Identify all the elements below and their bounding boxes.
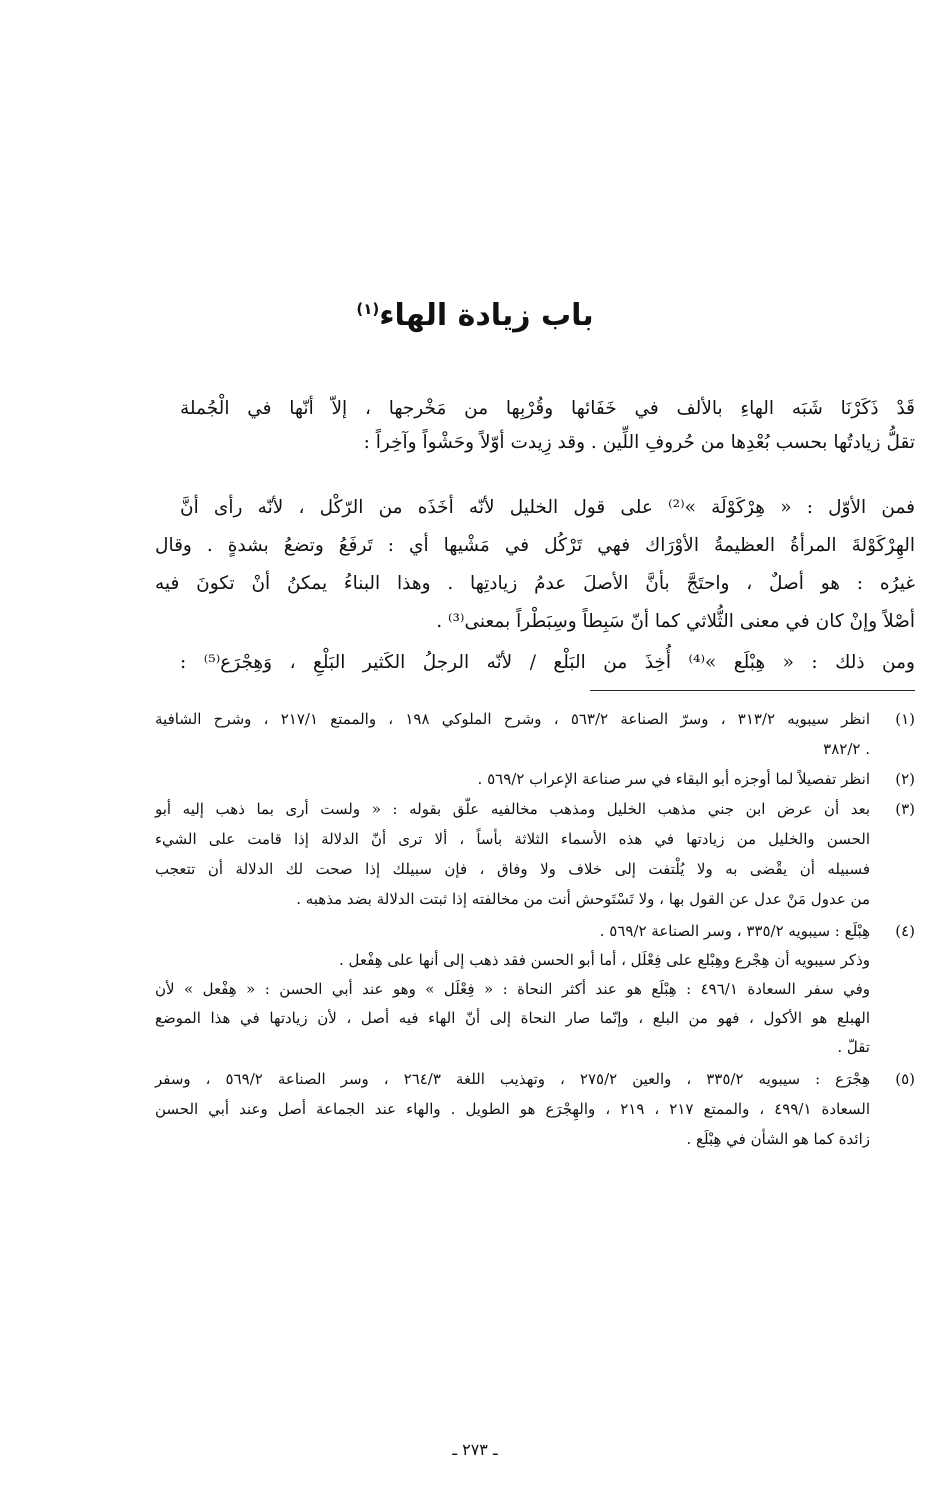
footnote-number: (٤) [895,922,915,940]
title-footnote-ref: (١) [356,300,380,318]
footnote-line: انظر سيبويه ٣١٣/٢ ، وسرّ الصناعة ٥٦٣/٢ ، وشرح الملوكي ١٩٨ ، والممتع ٢١٧/١ ، وشرح الشافية [155,710,871,728]
footnote-line: فسبيله أن يقْضى به ولا يُلْتفت إلى خلاف ولا وفاق ، فإن سبيلك إذا صحت لك الدلالة أن تتعجب [155,860,870,878]
footnote-number: (١) [895,710,915,728]
body-line: أصْلاً وإنْ كان في معنى الثُّلاثي كما أنّ سَبِطاً وسِبَطْراً بمعنى⁽³⁾ . [436,611,915,632]
footnote-number: (٢) [895,770,915,788]
page-number: ـ ٢٧٣ ـ [452,1440,498,1459]
footnote-line: تقلّ . [837,1038,870,1056]
chapter-title-text: باب زيادة الهاء [379,298,594,333]
body-line: قَدْ ذَكَرْنَا شَبَه الهاءِ بالألف في خَفَائها وقُرْبِها من مَخْرجها ، إلاّ أنّها في الْجُملة [180,398,915,419]
footnote-line: بعد أن عرض ابن جني مذهب الخليل ومذهب مخالفيه علّق بقوله : « ولست أرى بما ذهب إليه أبو [155,800,870,818]
footnote-line: . ٣٨٢/٢ [823,740,870,758]
footnote-line: من عدول مَنْ عدل عن القول بها ، ولا تَسْتَوحش أنت من مخالفته إذا ثبتت الدلالة بضد مذهبه . [296,890,870,908]
footnote-line: السعادة ٤٩٩/١ ، والممتع ٢١٧ ، ٢١٩ ، والهِجْرَع هو الطويل . والهاء عند الجماعة أصل وعند أبي الحسن [155,1100,870,1118]
body-line: ومن ذلك : « هِبْلَع »⁽⁴⁾ أُخِذَ من البَلْع / لأنّه الرجلُ الكَثير البَلْعِ ، وَهِجْرَع⁽⁵⁾ : [180,652,915,673]
chapter-title [0,298,950,333]
footnote-line: هِبْلَع : سيبويه ٣٣٥/٢ ، وسر الصناعة ٥٦٩/٢ . [599,922,870,940]
footnote-line: هِجْرَع : سيبويه ٣٣٥/٢ ، والعين ٢٧٥/٢ ، وتهذيب اللغة ٢٦٤/٣ ، وسر الصناعة ٥٦٩/٢ ، وسفر [155,1070,871,1088]
footnote-line: وفي سفر السعادة ٤٩٦/١ : هِبْلَع هو عند أكثر النحاة : « فِعْلَل » وهو عند أبي الحسن : « هِفْعل » لأن [155,980,871,998]
footnote-number: (٥) [895,1070,915,1088]
body-line: غيرُه : هو أصلٌ ، واحتَجَّ بأنَّ الأصلَ عدمُ زيادتِها . وهذا البناءُ يمكنُ أنْ تكونَ فيه [155,573,915,594]
footnote-line: زائدة كما هو الشأن في هِبْلَع . [686,1130,870,1148]
footnote-line: انظر تفصيلاً لما أوجزه أبو البقاء في سر صناعة الإعراب ٥٦٩/٢ . [477,770,870,788]
footnote-line: الحسن والخليل من زيادتها في هذه الأسماء الثلاثة بأساً ، ألا ترى أنّ الدلالة إذا قامت على الشيء [155,830,870,848]
body-line: الهِرْكَوْلةَ المرأةُ العظيمةُ الأوْرَاك فهي تَرْكُل في مَشْيها أي : تَرفَعُ وتضعُ بشدةٍ . وقال [155,535,915,556]
footnote-line: وذكر سيبويه أن هِجْرع وهِبْلع على فِعْلَل ، أما أبو الحسن فقد ذهب إلى أنها على هِفْعل . [339,951,870,969]
body-line: تقلُّ زيادتُها بحسب بُعْدِها من حُروفِ اللِّين . وقد زِيدت أوّلاً وحَشْواً وآخِراً : [363,432,915,453]
footnote-number: (٣) [895,800,915,818]
footnote-separator [590,690,915,691]
footnote-line: الهبلع هو الأكول ، فهو من البلع ، وإنّما صار النحاة إلى أنّ الهاء فيه أصل ، لأن زيادتها في هذا الموضع [155,1009,870,1027]
body-line: فمن الأوّل : « هِرْكَوْلَة »⁽²⁾ على قول الخليل لأنّه أخَذَه من الرّكْل ، لأنّه رأى أنَّ [180,497,915,518]
